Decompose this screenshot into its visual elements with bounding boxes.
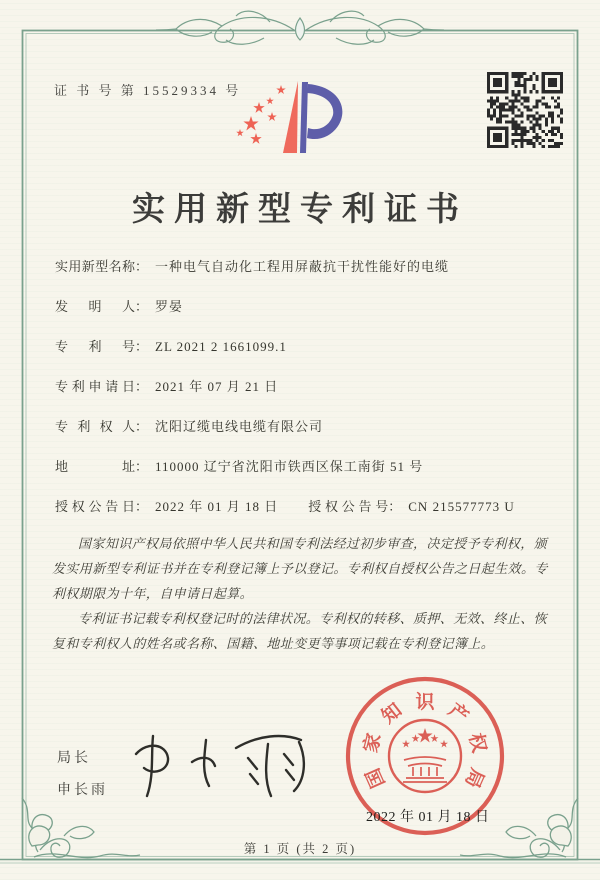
seal-char: 国 — [362, 764, 390, 791]
signature-script — [118, 718, 318, 808]
field-row-filing-date: 专利申请日： 2021 年 07 月 21 日 — [55, 379, 279, 394]
legal-text — [52, 531, 560, 656]
signer-name: 申长雨 — [57, 783, 108, 798]
field-row-address: 地址： 110000 辽宁省沈阳市铁西区保工南街 51 号 — [55, 459, 424, 474]
field-row-name: 实用新型名称： 一种电气自动化工程用屏蔽抗干扰性能好的电缆 — [55, 259, 450, 274]
legal-paragraph: 国家知识产权局依照中华人民共和国专利法经过初步审查，决定授予专利权，颁发实用新型专利证书并在专利登记簿上予以登记。专利权自授权公告之日起生效。专利权期限为十年，自申请日起算。 — [52, 536, 548, 601]
field-label: 专利申请日 — [55, 379, 135, 394]
field-list — [55, 260, 560, 540]
seal-char: 识 — [415, 692, 435, 713]
seal-char: 产 — [443, 699, 472, 728]
field-label: 授权公告日 — [55, 499, 135, 514]
field-grant-number: 授权公告号： CN 215577773 U — [308, 499, 515, 514]
field-value: 一种电气自动化工程用屏蔽抗干扰性能好的电缆 — [155, 259, 450, 274]
field-label: 实用新型名称 — [55, 259, 135, 274]
field-value: ZL 2021 2 1661099.1 — [155, 339, 287, 354]
field-label: 专利权人 — [55, 419, 135, 434]
seal-date: 2022 年 01 月 18 日 — [366, 810, 490, 825]
field-value: 2021 年 07 月 21 日 — [155, 379, 279, 394]
seal-char: 家 — [360, 731, 386, 755]
page-footer: 第 1 页 (共 2 页) — [243, 842, 357, 856]
page-title: 实用新型专利证书 — [132, 192, 468, 228]
seal-char: 知 — [378, 699, 407, 728]
field-label: 授权公告号 — [308, 499, 389, 514]
cnipa-logo-icon — [225, 76, 375, 188]
field-label: 发明人 — [55, 299, 135, 314]
seal-char: 权 — [464, 731, 490, 755]
legal-paragraph: 专利证书记载专利权登记时的法律状况。专利权的转移、质押、无效、终止、恢复和专利权人的姓名或名称、国籍、地址变更等事项记载在专利登记簿上。 — [52, 611, 548, 651]
signer-block — [57, 747, 108, 811]
field-grant-date: 授权公告日： 2022 年 01 月 18 日 — [55, 499, 279, 514]
national-emblem-icon — [389, 720, 461, 792]
qr-code — [487, 72, 563, 148]
field-value: 沈阳辽缆电线电缆有限公司 — [155, 419, 324, 434]
seal-char: 局 — [460, 764, 488, 791]
certificate-number: 证 书 号 第 15529334 号 — [54, 83, 242, 98]
field-row-patent-no: 专利号： ZL 2021 2 1661099.1 — [55, 339, 287, 354]
field-label: 地址 — [55, 459, 135, 474]
field-value: 罗晏 — [155, 299, 184, 314]
field-value: CN 215577773 U — [408, 499, 515, 514]
field-row-inventor: 发明人： 罗晏 — [55, 299, 184, 314]
top-flourish-ornament — [156, 11, 444, 44]
field-row-patentee: 专利权人： 沈阳辽缆电线电缆有限公司 — [55, 419, 324, 434]
signer-title: 局长 — [57, 751, 91, 766]
field-value: 2022 年 01 月 18 日 — [155, 499, 279, 514]
field-row-grant — [55, 500, 560, 514]
field-value: 110000 辽宁省沈阳市铁西区保工南街 51 号 — [155, 459, 424, 474]
field-label: 专利号 — [55, 339, 135, 354]
